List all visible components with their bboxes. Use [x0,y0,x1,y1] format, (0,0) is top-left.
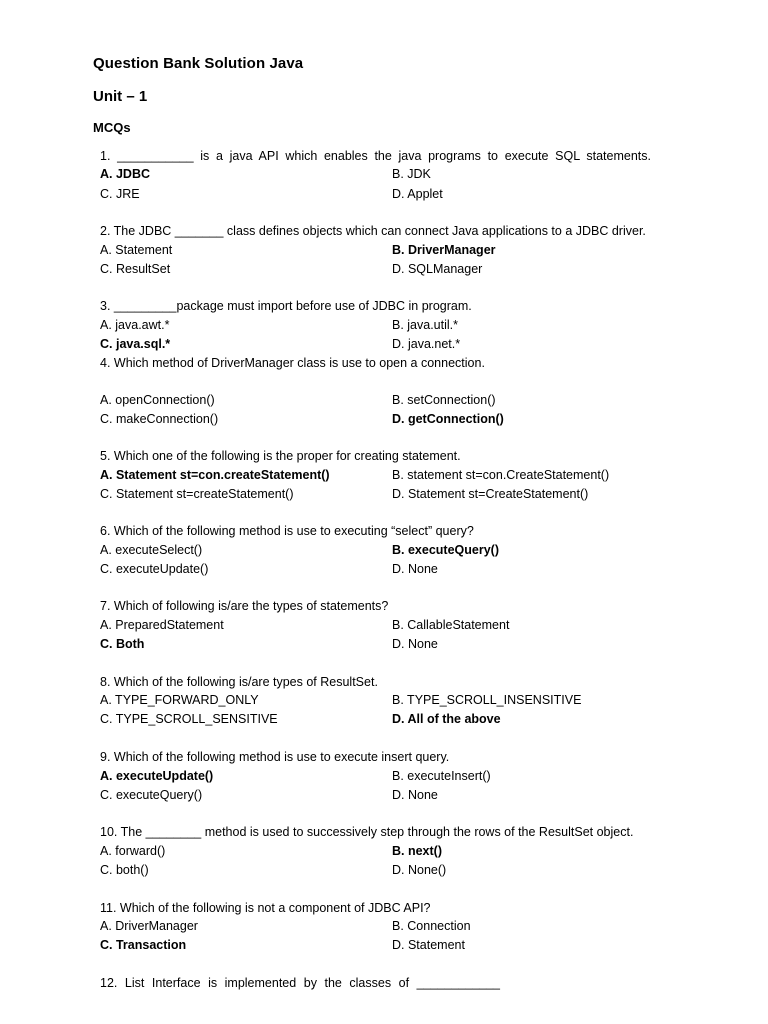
question-4-option-a: A. openConnection() [100,393,215,407]
question-5-option-c: C. Statement st=createStatement() [100,487,294,501]
question-9-option-b: B. executeInsert() [392,769,491,783]
question-1-option-a: A. JDBC [100,167,151,181]
question-4-option-c: C. makeConnection() [100,412,219,426]
question-1-text: 1. ___________ is a java API which enables the java programs to execute SQL statements. [100,149,651,163]
question-4-text: 4. Which method of DriverManager class is use to open a connection. [100,356,485,370]
question-3-option-c: C. java.sql.* [100,337,171,351]
question-11-option-c: C. Transaction [100,938,187,952]
question-5-option-a: A. Statement st=con.createStatement() [100,468,330,482]
question-6-text: 6. Which of the following method is use to executing “select” query? [100,524,474,538]
question-3-option-d: D. java.net.* [392,337,461,351]
question-4-option-b: B. setConnection() [392,393,496,407]
question-7-text: 7. Which of following is/are the types of statements? [100,599,389,613]
question-10-text: 10. The ________ method is used to successively step through the rows of the ResultSet object. [100,825,634,839]
section-heading: MCQs [93,120,131,135]
question-6-option-c: C. executeUpdate() [100,562,209,576]
question-9-option-c: C. executeQuery() [100,788,203,802]
question-2-option-c: C. ResultSet [100,262,171,276]
question-7-option-b: B. CallableStatement [392,618,510,632]
question-9-option-a: A. executeUpdate() [100,769,214,783]
question-12-text: 12. List Interface is implemented by the classes of ____________ [100,976,500,990]
question-8-option-c: C. TYPE_SCROLL_SENSITIVE [100,712,278,726]
question-2-option-a: A. Statement [100,243,173,257]
question-11-option-b: B. Connection [392,919,471,933]
question-2-option-b: B. DriverManager [392,243,496,257]
question-3-text: 3. _________package must import before use of JDBC in program. [100,299,472,313]
question-11-option-d: D. Statement [392,938,465,952]
question-5-option-d: D. Statement st=CreateStatement() [392,487,589,501]
question-6-option-a: A. executeSelect() [100,543,203,557]
question-10-option-d: D. None() [392,863,447,877]
question-1-option-d: D. Applet [392,187,443,201]
question-1-option-b: B. JDK [392,167,431,181]
question-11-text: 11. Which of the following is not a component of JDBC API? [100,901,431,915]
question-3-option-a: A. java.awt.* [100,318,170,332]
question-10-option-c: C. both() [100,863,149,877]
question-2-text: 2. The JDBC _______ class defines objects which can connect Java applications to a JDBC driver. [100,224,646,238]
document-title: Question Bank Solution Java [93,55,304,72]
question-8-option-d: D. All of the above [392,712,501,726]
question-10-option-a: A. forward() [100,844,166,858]
question-5-option-b: B. statement st=con.CreateStatement() [392,468,610,482]
question-8-option-b: B. TYPE_SCROLL_INSENSITIVE [392,693,582,707]
question-9-text: 9. Which of the following method is use to execute insert query. [100,750,450,764]
question-1-option-c: C. JRE [100,187,140,201]
question-2-option-d: D. SQLManager [392,262,483,276]
question-7-option-c: C. Both [100,637,145,651]
question-7-option-d: D. None [392,637,438,651]
question-5-text: 5. Which one of the following is the proper for creating statement. [100,449,461,463]
question-6-option-d: D. None [392,562,438,576]
question-7-option-a: A. PreparedStatement [100,618,224,632]
unit-heading: Unit – 1 [93,88,148,105]
question-6-option-b: B. executeQuery() [392,543,499,557]
question-3-option-b: B. java.util.* [392,318,459,332]
question-11-option-a: A. DriverManager [100,919,198,933]
question-9-option-d: D. None [392,788,438,802]
question-4-option-d: D. getConnection() [392,412,504,426]
question-8-text: 8. Which of the following is/are types of ResultSet. [100,675,378,689]
question-10-option-b: B. next() [392,844,442,858]
question-8-option-a: A. TYPE_FORWARD_ONLY [100,693,259,707]
